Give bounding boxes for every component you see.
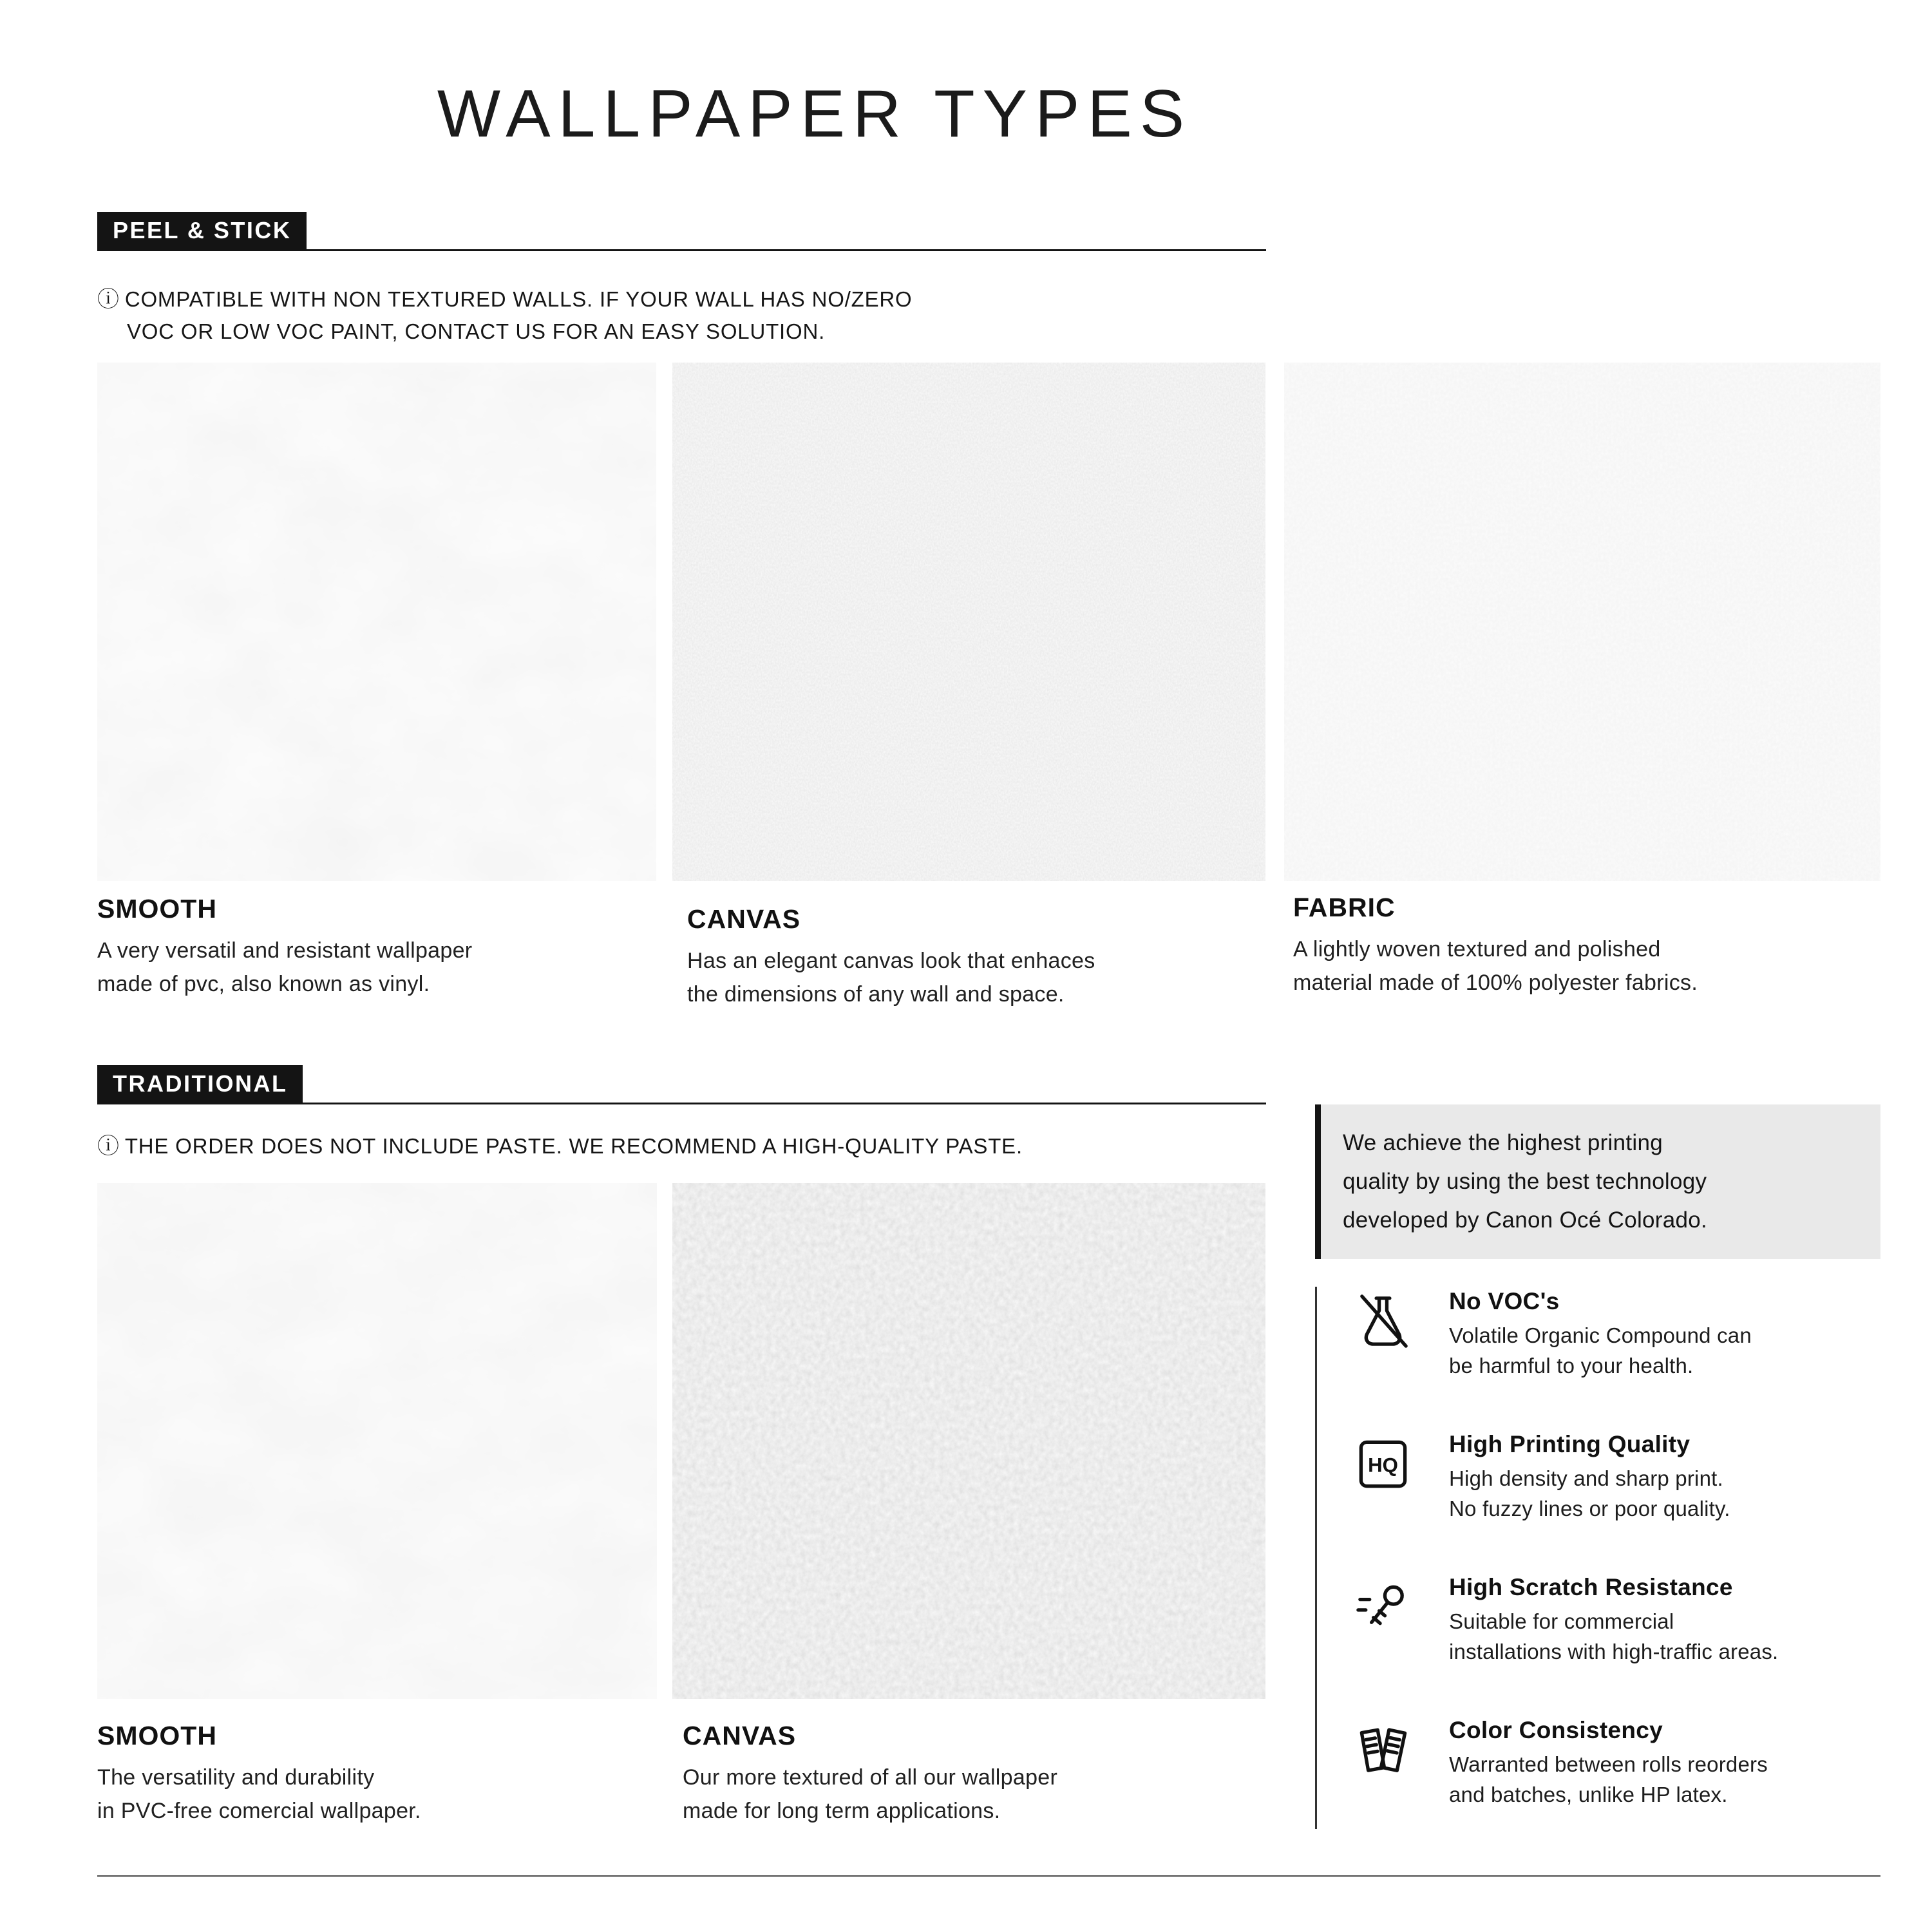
swatch-label-canvas: CANVAS	[687, 904, 801, 934]
hq-icon	[1352, 1434, 1414, 1495]
info-icon: ⓘ	[97, 1134, 120, 1159]
feature-color-consistency	[1352, 1717, 1906, 1810]
traditional-smooth-swatch	[97, 1183, 657, 1699]
swatch-label-smooth-traditional: SMOOTH	[97, 1721, 217, 1750]
feature-high-printing-quality	[1352, 1431, 1906, 1524]
swatch-label-fabric: FABRIC	[1293, 893, 1396, 922]
feature-title: High Scratch Resistance	[1449, 1574, 1733, 1600]
peel-stick-canvas-swatch	[672, 363, 1265, 881]
fabric-texture-image	[1284, 363, 1880, 881]
bottom-divider-line	[97, 1875, 1880, 1877]
peel-stick-note-line: COMPATIBLE WITH NON TEXTURED WALLS. IF YOUR WALL HAS NO/ZERO	[124, 287, 913, 311]
svg-text:HQ: HQ	[1368, 1454, 1398, 1477]
feature-description: Warranted between rolls reorders and batches, unlike HP latex.	[1449, 1752, 1768, 1806]
traditional-canvas-swatch	[672, 1183, 1265, 1699]
rough-canvas-texture-image	[672, 1183, 1265, 1699]
smooth-texture-image	[97, 1183, 657, 1699]
color-consistency-icon	[1352, 1719, 1414, 1781]
info-icon: ⓘ	[97, 287, 120, 312]
no-voc-icon	[1352, 1291, 1414, 1352]
swatch-description-canvas-traditional: Our more textured of all our wallpaper made for long term applications.	[683, 1765, 1058, 1823]
swatch-description-smooth: A very versatil and resistant wallpaper made of pvc, also known as vinyl.	[97, 938, 473, 996]
peel-stick-fabric-swatch	[1284, 363, 1880, 881]
traditional-section-header	[97, 1064, 1266, 1104]
feature-description: Volatile Organic Compound can be harmful to your health.	[1449, 1323, 1752, 1378]
smooth-texture-image	[97, 363, 656, 881]
feature-scratch-resistance	[1352, 1574, 1906, 1667]
swatch-description-canvas: Has an elegant canvas look that enhaces the dimensions of any wall and space.	[687, 949, 1095, 1007]
feature-description: Suitable for commercial installations with high-traffic areas.	[1449, 1609, 1779, 1663]
swatch-label-smooth: SMOOTH	[97, 894, 217, 923]
feature-no-voc	[1352, 1288, 1906, 1381]
canvas-texture-image	[672, 363, 1265, 881]
peel-stick-section-header	[97, 211, 1266, 251]
feature-title: No VOC's	[1449, 1288, 1560, 1314]
features-divider-line	[1315, 1287, 1317, 1829]
feature-description: High density and sharp print. No fuzzy lines or poor quality.	[1449, 1466, 1730, 1520]
traditional-badge: TRADITIONAL	[97, 1065, 303, 1103]
feature-title: Color Consistency	[1449, 1717, 1663, 1743]
peel-stick-badge: PEEL & STICK	[97, 212, 307, 249]
scratch-resistance-icon	[1352, 1577, 1414, 1638]
feature-title: High Printing Quality	[1449, 1431, 1690, 1457]
swatch-description-smooth-traditional: The versatility and durability in PVC-free comercial wallpaper.	[97, 1765, 421, 1823]
peel-stick-note	[97, 283, 913, 348]
swatch-label-canvas-traditional: CANVAS	[683, 1721, 797, 1750]
traditional-note-line: THE ORDER DOES NOT INCLUDE PASTE. WE RECOMMEND A HIGH-QUALITY PASTE.	[124, 1134, 1023, 1158]
page-title: WALLPAPER TYPES	[437, 77, 1193, 151]
traditional-note	[97, 1130, 1023, 1162]
printing-quality-highlight: We achieve the highest printing quality by using the best technology developed by Canon Océ Colorado.	[1315, 1104, 1880, 1259]
peel-stick-note-line: VOC OR LOW VOC PAINT, CONTACT US FOR AN EASY SOLUTION.	[127, 319, 826, 343]
swatch-description-fabric: A lightly woven textured and polished material made of 100% polyester fabrics.	[1293, 937, 1698, 995]
peel-stick-smooth-swatch	[97, 363, 656, 881]
